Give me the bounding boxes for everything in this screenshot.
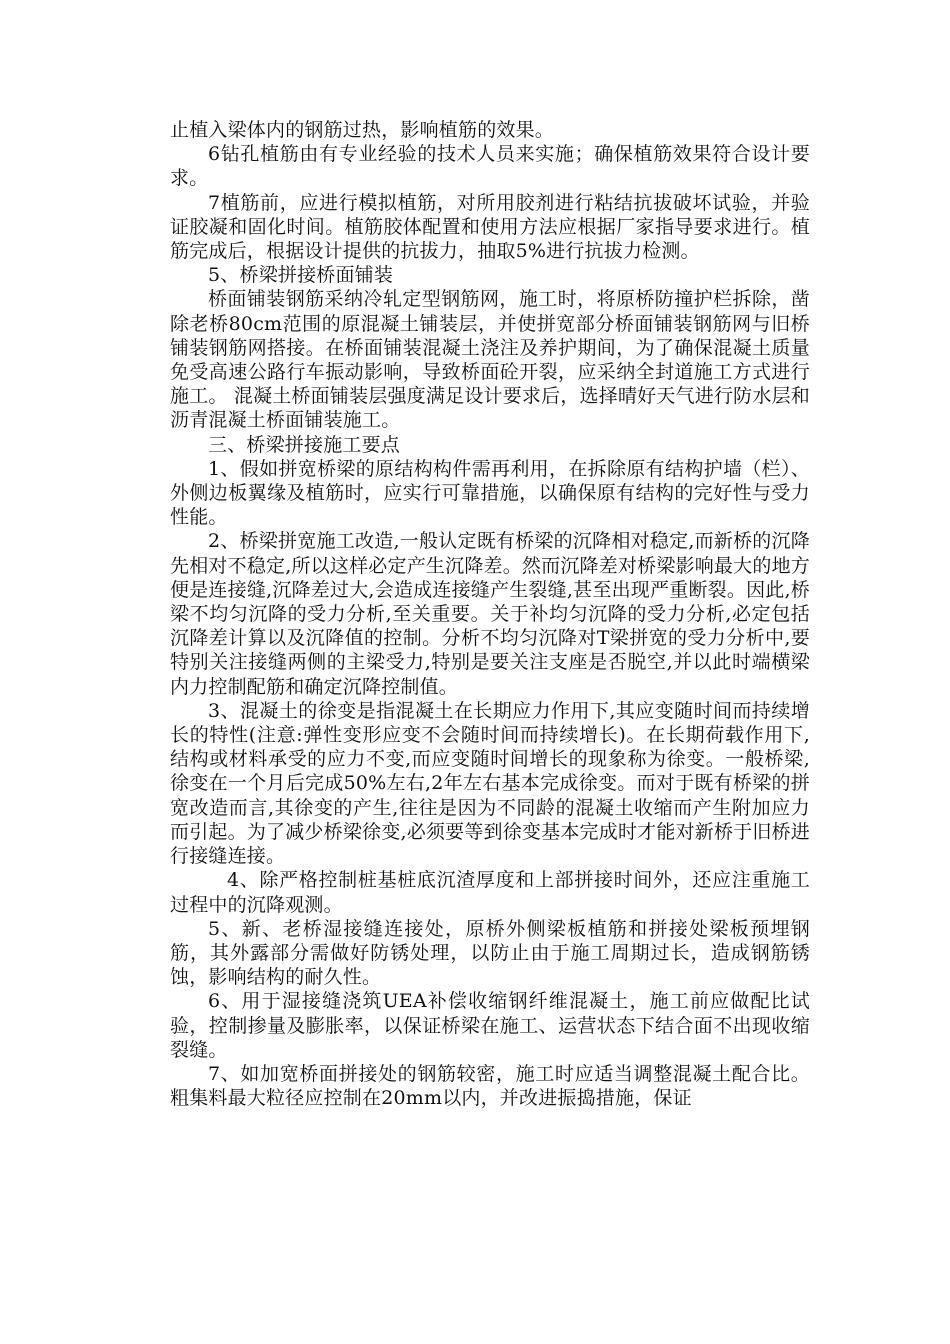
paragraph-point-6: 6、用于湿接缝浇筑UEA补偿收缩钢纤维混凝土，施工前应做配比试验，控制掺量及膨胀率，以保证桥梁在施工、运营状态下结合面不出现收缩裂缝。 — [170, 990, 810, 1061]
paragraph-point-1: 1、假如拼宽桥梁的原结构构件需再利用，在拆除原有结构护墙（栏）、外侧边板翼缘及植筋时，应实行可靠措施，以确保原有结构的完好性与受力性能。 — [170, 457, 810, 529]
paragraph-point-3: 3、混凝土的徐变是指混凝土在长期应力作用下,其应变随时间而持续增长的特性(注意:弹性变形应变不会随时间而持续增长)。在长期荷载作用下,结构或材料承受的应力不变,而应变随时间增长的现象称为徐变。一般桥梁,徐变在一个月后完成50%左右,2年左右基本完成徐变。而对于既有桥梁的拼宽改造而言,其徐变的产生,往往是因为不同龄的混凝土收缩而产生附加应力而引起。为了减少桥梁徐变,必须要等到徐变基本完成时才能对新桥于旧桥进行接缝连接。 — [170, 699, 810, 868]
paragraph-deck-paving: 桥面铺装钢筋采纳冷轧定型钢筋网，施工时，将原桥防撞护栏拆除，凿除老桥80cm范围的原混凝土铺装层，并使拼宽部分桥面铺装钢筋网与旧桥铺装钢筋网搭接。在桥面铺装混凝土浇注及养护期间，为了确保混凝土质量免受高速公路行车振动影响，导致桥面砼开裂，应采纳全封道施工方式进行施工。 混凝土桥面铺装层强度满足设计要求后，选择晴好天气进行防水层和沥青混凝土桥面铺装施工。 — [170, 288, 810, 432]
section-heading-key-points: 三、桥梁拼接施工要点 — [208, 433, 401, 456]
paragraph-point-4: 4、除严格控制桩基桩底沉渣厚度和上部拼接时间外，还应注重施工过程中的沉降观测。 — [170, 869, 810, 916]
paragraph-point-7: 7、如加宽桥面拼接处的钢筋较密，施工时应适当调整混凝土配合比。粗集料最大粒径应控制在20mm以内，并改进振捣措施，保证 — [170, 1062, 810, 1110]
paragraph-item-7: 7植筋前，应进行模拟植筋，对所用胶剂进行粘结抗拔破坏试验，并验证胶凝和固化时间。植筋胶体配置和使用方法应根据厂家指导要求进行。植筋完成后，根据设计提供的抗拔力，抽取5%进行抗拔力检测。 — [170, 191, 810, 263]
paragraph-continuation: 止植入梁体内的钢筋过热，影响植筋的效果。 — [170, 119, 555, 141]
paragraph-point-2: 2、桥梁拼宽施工改造,一般认定既有桥梁的沉降相对稳定,而新桥的沉降先相对不稳定,所以这样必定产生沉降差。然而沉降差对桥梁影响最大的地方便是连接缝,沉降差过大,会造成连接缝产生裂缝,甚至出现严重断裂。因此,桥梁不均匀沉降的受力分析,至关重要。关于补均匀沉降的受力分析,必定包括沉降差计算以及沉降值的控制。分析不均匀沉降对T梁拼宽的受力分析中,要特别关注接缝两侧的主梁受力,特别是要关注支座是否脱空,并以此时端横梁内力控制配筋和确定沉降控制值。 — [170, 530, 810, 698]
paragraph-point-5: 5、新、老桥湿接缝连接处，原桥外侧梁板植筋和拼接处梁板预埋钢筋，其外露部分需做好防锈处理，以防止由于施工周期过长，造成钢筋锈蚀，影响结构的耐久性。 — [170, 917, 810, 989]
section-heading-deck-paving: 5、桥梁拼接桥面铺装 — [208, 264, 394, 287]
document-body — [170, 118, 810, 1110]
paragraph-item-6: 6钻孔植筋由有专业经验的技术人员来实施；确保植筋效果符合设计要求。 — [170, 143, 810, 190]
